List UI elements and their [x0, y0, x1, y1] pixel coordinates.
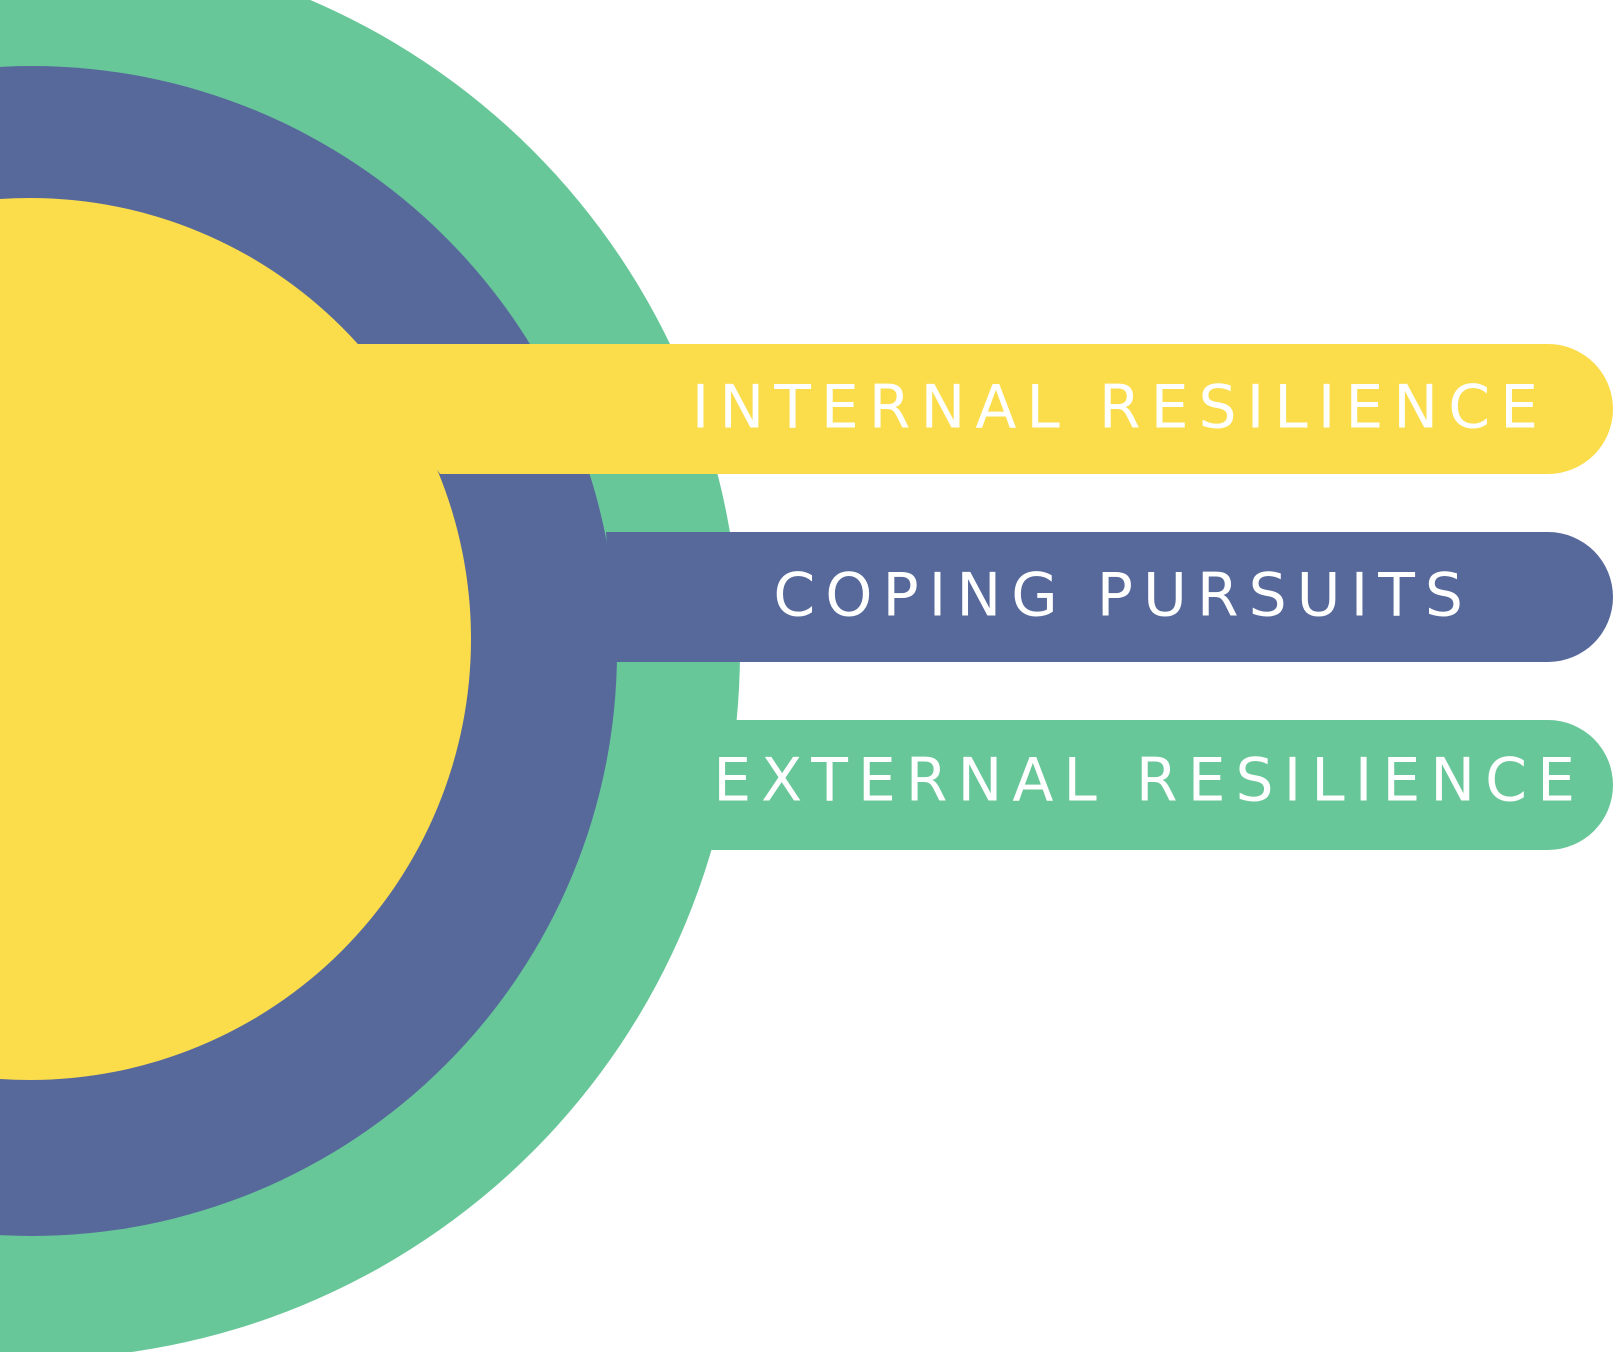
label-external-resilience: EXTERNAL RESILIENCE — [713, 745, 1585, 816]
label-coping-pursuits: COPING PURSUITS — [773, 560, 1473, 631]
label-internal-resilience: INTERNAL RESILIENCE — [691, 372, 1548, 443]
